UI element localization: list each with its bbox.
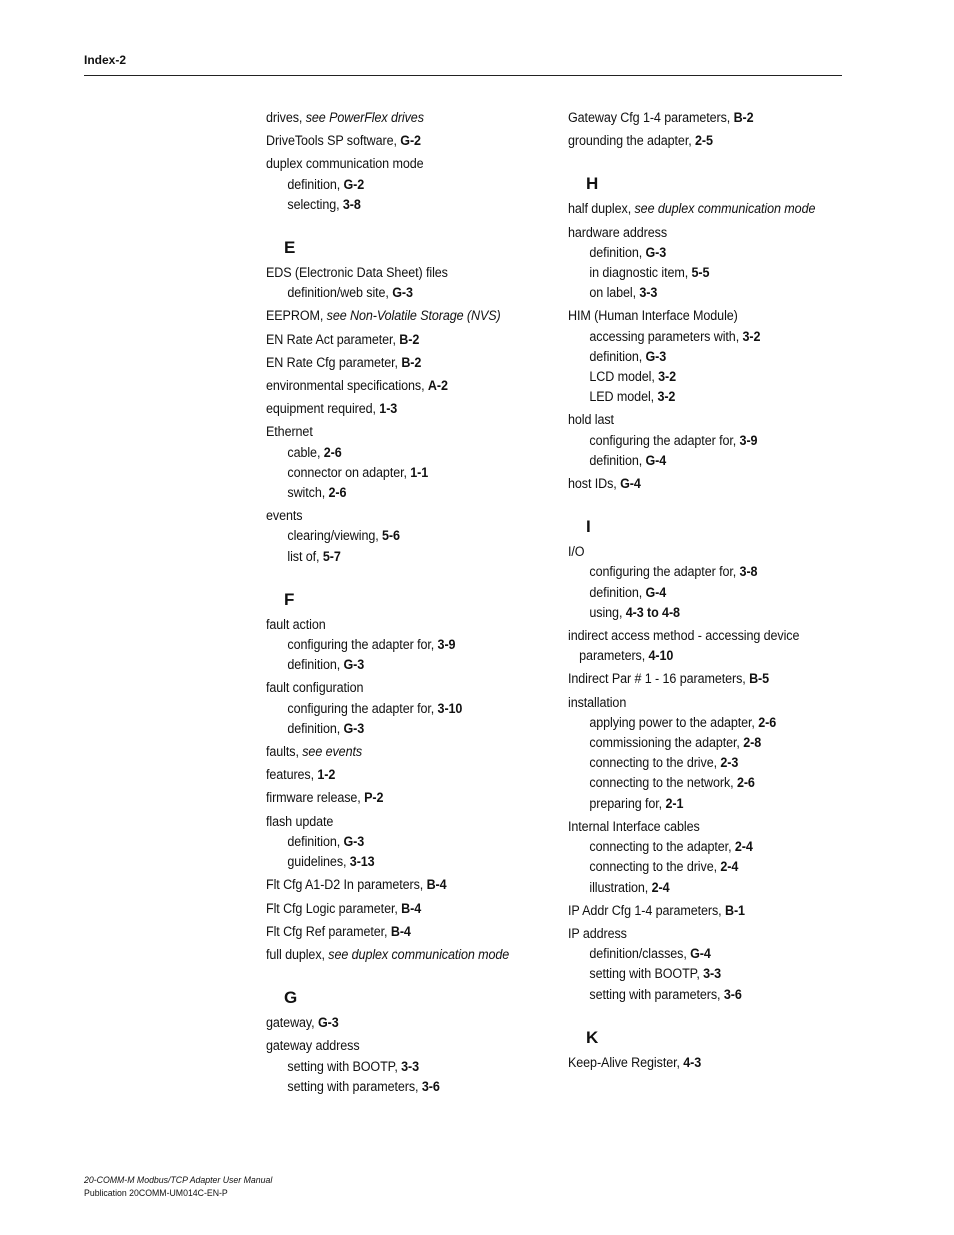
page-reference[interactable]: 4-3 to 4-8 bbox=[625, 604, 680, 620]
page-reference[interactable]: G-3 bbox=[317, 1015, 339, 1031]
index-term: EEPROM, bbox=[266, 308, 327, 324]
index-term: guidelines, bbox=[287, 854, 350, 870]
index-term: definition, bbox=[589, 584, 646, 600]
index-term: connecting to the drive, bbox=[589, 755, 721, 771]
index-entry bbox=[568, 306, 847, 326]
index-term: definition, bbox=[589, 244, 646, 260]
index-term: hold last bbox=[568, 412, 614, 428]
index-subentry bbox=[568, 753, 847, 773]
index-term: using, bbox=[589, 604, 626, 620]
page-reference[interactable]: G-3 bbox=[645, 348, 667, 364]
page-reference[interactable]: 3-8 bbox=[739, 564, 758, 580]
page-reference[interactable]: G-3 bbox=[343, 833, 365, 849]
index-term: LED model, bbox=[589, 389, 658, 405]
page-reference[interactable]: 2-4 bbox=[651, 879, 670, 895]
index-term: indirect access method - accessing device bbox=[568, 628, 800, 644]
index-term: switch, bbox=[287, 485, 329, 501]
index-entry bbox=[266, 131, 536, 151]
page-reference[interactable]: B-1 bbox=[724, 902, 745, 918]
see-reference: see Non-Volatile Storage (NVS) bbox=[326, 308, 501, 324]
index-entry bbox=[568, 108, 847, 128]
index-term: Flt Cfg A1-D2 In parameters, bbox=[266, 877, 427, 893]
index-entry bbox=[568, 223, 847, 243]
page-reference[interactable]: 2-1 bbox=[665, 795, 684, 811]
index-term: setting with parameters, bbox=[589, 986, 724, 1002]
index-term: full duplex, bbox=[266, 946, 329, 962]
index-term: flash update bbox=[266, 813, 334, 829]
page-reference[interactable]: 1-1 bbox=[410, 464, 429, 480]
index-section-letter: I bbox=[586, 517, 591, 537]
index-entry bbox=[568, 817, 847, 837]
page-reference[interactable]: 3-10 bbox=[437, 700, 463, 716]
see-reference: see duplex communication mode bbox=[328, 946, 510, 962]
page-reference[interactable]: 5-5 bbox=[691, 265, 710, 281]
index-term: firmware release, bbox=[266, 790, 365, 806]
index-entry bbox=[266, 945, 536, 965]
index-subentry bbox=[266, 283, 536, 303]
page-reference[interactable]: G-4 bbox=[645, 452, 667, 468]
index-term: illustration, bbox=[589, 879, 652, 895]
page-reference[interactable]: A-2 bbox=[427, 378, 448, 394]
index-subentry bbox=[266, 832, 536, 852]
see-reference: see duplex communication mode bbox=[634, 201, 816, 217]
page-reference[interactable]: 2-3 bbox=[720, 755, 739, 771]
index-entry bbox=[568, 131, 847, 151]
page-reference[interactable]: G-3 bbox=[392, 285, 413, 301]
page-reference[interactable]: 1-2 bbox=[317, 767, 336, 783]
index-term: selecting, bbox=[287, 196, 343, 212]
index-term: Internal Interface cables bbox=[568, 818, 700, 834]
index-subentry bbox=[568, 857, 847, 877]
header-divider bbox=[84, 75, 842, 76]
page-reference[interactable]: 2-6 bbox=[736, 775, 755, 791]
page-reference[interactable]: 2-4 bbox=[734, 839, 753, 855]
index-section-letter: G bbox=[284, 988, 298, 1008]
index-entry bbox=[266, 154, 536, 174]
index-entry bbox=[568, 924, 847, 944]
page-reference[interactable]: B-5 bbox=[749, 671, 770, 687]
page-reference[interactable]: 3-6 bbox=[421, 1078, 440, 1094]
index-term: gateway address bbox=[266, 1038, 360, 1054]
index-term: configuring the adapter for, bbox=[287, 637, 438, 653]
index-term: fault action bbox=[266, 616, 326, 632]
see-reference: see events bbox=[302, 744, 363, 760]
page-reference[interactable]: 3-3 bbox=[703, 966, 722, 982]
index-term: IP Addr Cfg 1-4 parameters, bbox=[568, 902, 725, 918]
page-reference[interactable]: G-2 bbox=[400, 133, 421, 149]
index-subentry bbox=[266, 195, 536, 215]
index-subentry bbox=[568, 794, 847, 814]
index-subentry bbox=[568, 347, 847, 367]
index-subentry bbox=[568, 562, 847, 582]
index-section-letter: E bbox=[284, 238, 296, 258]
page-reference[interactable]: 3-6 bbox=[723, 986, 742, 1002]
page-reference[interactable]: 3-2 bbox=[657, 389, 676, 405]
index-section-letter: H bbox=[586, 174, 599, 194]
page-reference[interactable]: B-2 bbox=[401, 354, 422, 370]
index-entry bbox=[568, 669, 847, 689]
page-header-label: Index-2 bbox=[84, 53, 127, 67]
index-entry bbox=[568, 410, 847, 430]
page-reference[interactable]: 4-3 bbox=[683, 1054, 702, 1070]
page-reference[interactable]: 3-9 bbox=[437, 637, 456, 653]
index-subentry bbox=[568, 583, 847, 603]
index-term: configuring the adapter for, bbox=[589, 432, 740, 448]
index-column-right bbox=[568, 108, 868, 1073]
index-entry bbox=[266, 376, 536, 396]
index-subentry bbox=[266, 1057, 536, 1077]
index-term: definition, bbox=[287, 176, 344, 192]
index-subentry bbox=[266, 699, 536, 719]
index-term: equipment required, bbox=[266, 401, 380, 417]
page-reference[interactable]: 3-3 bbox=[401, 1058, 420, 1074]
page-reference[interactable]: G-3 bbox=[645, 244, 667, 260]
index-term: environmental specifications, bbox=[266, 378, 428, 394]
page-reference[interactable]: G-4 bbox=[645, 584, 667, 600]
index-term: definition, bbox=[287, 720, 344, 736]
index-term: clearing/viewing, bbox=[287, 528, 383, 544]
index-entry bbox=[266, 108, 536, 128]
page-reference[interactable]: 5-7 bbox=[322, 548, 341, 564]
index-term: host IDs, bbox=[568, 476, 621, 492]
index-term: accessing parameters with, bbox=[589, 328, 743, 344]
page-reference[interactable]: 3-9 bbox=[739, 432, 758, 448]
page-reference[interactable]: 1-3 bbox=[379, 401, 398, 417]
index-subentry bbox=[568, 603, 847, 623]
page-reference[interactable]: 5-6 bbox=[382, 528, 400, 544]
index-entry bbox=[266, 788, 536, 808]
index-entry bbox=[266, 399, 536, 419]
index-entry bbox=[568, 474, 847, 494]
index-term: Flt Cfg Logic parameter, bbox=[266, 900, 402, 916]
page-reference[interactable]: 2-4 bbox=[720, 859, 739, 875]
index-section-letter: F bbox=[284, 589, 295, 609]
index-subentry bbox=[266, 443, 536, 463]
index-subentry bbox=[568, 283, 847, 303]
index-term: definition/classes, bbox=[589, 946, 691, 962]
page-reference[interactable]: 2-5 bbox=[695, 133, 713, 149]
index-subentry bbox=[568, 837, 847, 857]
index-term: events bbox=[266, 508, 303, 524]
index-entry bbox=[266, 765, 536, 785]
index-term: HIM (Human Interface Module) bbox=[568, 308, 738, 324]
index-term: definition, bbox=[589, 452, 646, 468]
index-entry bbox=[266, 812, 536, 832]
index-entry bbox=[266, 330, 536, 350]
page-reference[interactable]: B-4 bbox=[390, 923, 411, 939]
index-subentry bbox=[568, 944, 847, 964]
page-reference[interactable]: 3-2 bbox=[742, 328, 761, 344]
footer-publication: Publication 20COMM-UM014C-EN-P bbox=[84, 1188, 228, 1199]
page-reference[interactable]: 3-8 bbox=[342, 196, 361, 212]
index-term: EDS (Electronic Data Sheet) files bbox=[266, 265, 448, 281]
index-section-letter: K bbox=[586, 1027, 599, 1047]
index-term: setting with parameters, bbox=[287, 1078, 422, 1094]
index-entry bbox=[266, 506, 536, 526]
index-subentry bbox=[568, 964, 847, 984]
page-reference[interactable]: G-3 bbox=[343, 720, 365, 736]
index-term: connecting to the adapter, bbox=[589, 839, 735, 855]
index-term: cable, bbox=[287, 444, 324, 460]
index-entry bbox=[266, 1036, 536, 1056]
index-entry bbox=[266, 353, 536, 373]
index-term: gateway, bbox=[266, 1015, 318, 1031]
index-term: drives, bbox=[266, 110, 306, 125]
footer-manual-title: 20-COMM-M Modbus/TCP Adapter User Manual bbox=[84, 1175, 273, 1186]
index-term: applying power to the adapter, bbox=[589, 714, 759, 730]
index-term: duplex communication mode bbox=[266, 156, 424, 172]
index-subentry bbox=[568, 878, 847, 898]
index-term: definition/web site, bbox=[287, 285, 393, 301]
index-entry bbox=[266, 899, 536, 919]
index-term: EN Rate Cfg parameter, bbox=[266, 354, 402, 370]
index-term: Ethernet bbox=[266, 424, 313, 440]
index-entry bbox=[266, 615, 536, 635]
page-reference[interactable]: 3-13 bbox=[349, 854, 375, 870]
index-term: definition, bbox=[287, 657, 344, 673]
index-entry bbox=[568, 901, 847, 921]
index-term: Flt Cfg Ref parameter, bbox=[266, 923, 391, 939]
index-column-left bbox=[266, 108, 556, 1097]
page-reference[interactable]: B-2 bbox=[733, 110, 754, 125]
index-subentry bbox=[266, 483, 536, 503]
page-reference[interactable]: 3-3 bbox=[639, 285, 658, 301]
index-subentry bbox=[266, 655, 536, 675]
page-reference[interactable]: 2-6 bbox=[328, 485, 347, 501]
index-entry bbox=[266, 875, 536, 895]
index-subentry bbox=[568, 985, 847, 1005]
page-footer bbox=[84, 1174, 272, 1200]
page-reference[interactable]: G-4 bbox=[690, 946, 711, 962]
index-term: Gateway Cfg 1-4 parameters, bbox=[568, 110, 734, 125]
index-subentry bbox=[266, 719, 536, 739]
index-subentry bbox=[568, 451, 847, 471]
index-subentry bbox=[568, 773, 847, 793]
index-term: features, bbox=[266, 767, 318, 783]
index-term: commissioning the adapter, bbox=[589, 735, 744, 751]
index-subentry bbox=[266, 635, 536, 655]
index-term: parameters, bbox=[579, 648, 649, 664]
page-reference[interactable]: 2-8 bbox=[743, 735, 762, 751]
index-term: half duplex, bbox=[568, 201, 635, 217]
index-term: on label, bbox=[589, 285, 640, 301]
index-subentry bbox=[568, 243, 847, 263]
index-term: Keep-Alive Register, bbox=[568, 1054, 684, 1070]
index-term: Indirect Par # 1 - 16 parameters, bbox=[568, 671, 750, 687]
index-entry bbox=[568, 646, 847, 666]
index-term: LCD model, bbox=[589, 369, 659, 385]
page-reference[interactable]: G-3 bbox=[343, 657, 365, 673]
index-entry bbox=[568, 693, 847, 713]
index-term: setting with BOOTP, bbox=[287, 1058, 402, 1074]
index-entry bbox=[568, 1053, 847, 1073]
page-reference[interactable]: 2-6 bbox=[758, 714, 777, 730]
index-entry bbox=[266, 678, 536, 698]
index-term: faults, bbox=[266, 744, 303, 760]
index-subentry bbox=[568, 431, 847, 451]
index-term: configuring the adapter for, bbox=[287, 700, 438, 716]
index-term: connecting to the drive, bbox=[589, 859, 721, 875]
index-entry bbox=[568, 626, 847, 646]
index-subentry bbox=[266, 175, 536, 195]
page-reference[interactable]: 2-6 bbox=[323, 444, 342, 460]
index-subentry bbox=[568, 327, 847, 347]
index-term: fault configuration bbox=[266, 680, 364, 696]
index-entry bbox=[568, 199, 847, 219]
index-term: I/O bbox=[568, 544, 585, 560]
index-term: grounding the adapter, bbox=[568, 133, 696, 149]
page-reference[interactable]: B-4 bbox=[426, 877, 447, 893]
page-reference[interactable]: G-2 bbox=[343, 176, 365, 192]
page-reference[interactable]: B-2 bbox=[399, 331, 420, 347]
index-subentry bbox=[266, 1077, 536, 1097]
index-term: IP address bbox=[568, 925, 627, 941]
index-subentry bbox=[568, 713, 847, 733]
index-entry bbox=[266, 263, 536, 283]
index-term: list of, bbox=[287, 548, 323, 564]
index-term: configuring the adapter for, bbox=[589, 564, 740, 580]
index-term: installation bbox=[568, 694, 627, 710]
index-term: in diagnostic item, bbox=[589, 265, 692, 281]
see-reference: see PowerFlex drives bbox=[305, 110, 424, 125]
page-reference[interactable]: 3-2 bbox=[658, 369, 677, 385]
index-term: connecting to the network, bbox=[589, 775, 737, 791]
index-subentry bbox=[266, 463, 536, 483]
index-subentry bbox=[568, 263, 847, 283]
index-term: preparing for, bbox=[589, 795, 666, 811]
index-entry bbox=[266, 422, 536, 442]
index-term: EN Rate Act parameter, bbox=[266, 331, 400, 347]
index-entry bbox=[266, 922, 536, 942]
index-term: DriveTools SP software, bbox=[266, 133, 401, 149]
index-entry bbox=[266, 1013, 536, 1033]
index-term: connector on adapter, bbox=[287, 464, 411, 480]
index-entry bbox=[568, 542, 847, 562]
index-entry bbox=[266, 306, 536, 326]
index-term: setting with BOOTP, bbox=[589, 966, 704, 982]
index-term: hardware address bbox=[568, 224, 668, 240]
index-subentry bbox=[568, 733, 847, 753]
page-reference[interactable]: P-2 bbox=[364, 790, 384, 806]
index-subentry bbox=[266, 547, 536, 567]
index-entry bbox=[266, 742, 536, 762]
index-term: definition, bbox=[589, 348, 646, 364]
index-subentry bbox=[266, 526, 536, 546]
index-subentry bbox=[568, 367, 847, 387]
index-subentry bbox=[568, 387, 847, 407]
page-reference[interactable]: G-4 bbox=[620, 476, 641, 492]
index-subentry bbox=[266, 852, 536, 872]
page-reference[interactable]: 4-10 bbox=[648, 648, 674, 664]
index-term: definition, bbox=[287, 833, 344, 849]
page-reference[interactable]: B-4 bbox=[401, 900, 422, 916]
